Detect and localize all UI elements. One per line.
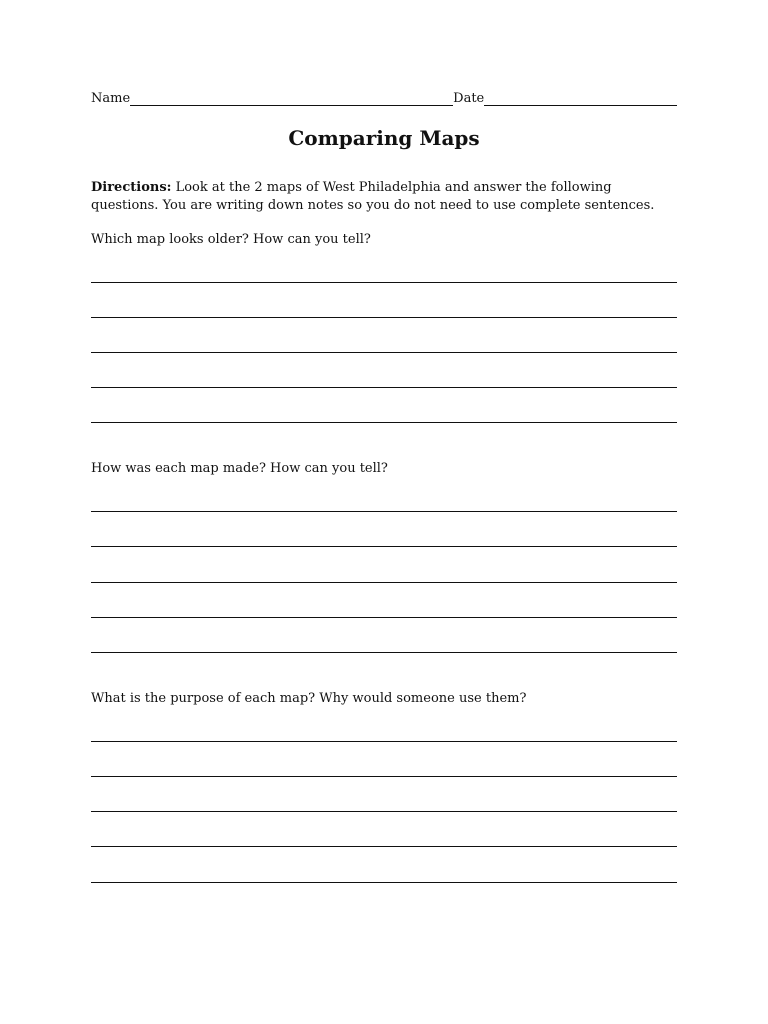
- page-title: Comparing Maps: [288, 126, 480, 150]
- date-field[interactable]: [484, 91, 677, 106]
- question-1: Which map looks older? How can you tell?: [91, 232, 371, 247]
- question-2: How was each map made? How can you tell?: [91, 461, 388, 476]
- answer-line[interactable]: [91, 617, 677, 618]
- answer-line[interactable]: [91, 546, 677, 547]
- date-label: Date: [453, 91, 485, 106]
- question-3: What is the purpose of each map? Why would someone use them?: [91, 691, 527, 706]
- answer-line[interactable]: [91, 511, 677, 512]
- answer-line[interactable]: [91, 317, 677, 318]
- name-field[interactable]: [130, 91, 453, 106]
- answer-line[interactable]: [91, 776, 677, 777]
- answer-line[interactable]: [91, 811, 677, 812]
- name-label: Name: [91, 91, 131, 106]
- answer-line[interactable]: [91, 741, 677, 742]
- answer-line[interactable]: [91, 387, 677, 388]
- answer-line[interactable]: [91, 582, 677, 583]
- answer-line[interactable]: [91, 282, 677, 283]
- answer-line[interactable]: [91, 882, 677, 883]
- directions-text: Look at the 2 maps of West Philadelphia and answer the following questions. You are writing down notes so you do not need to use complete sentences.: [91, 180, 655, 213]
- answer-line[interactable]: [91, 352, 677, 353]
- directions-lead: Directions:: [91, 180, 172, 195]
- answer-line[interactable]: [91, 846, 677, 847]
- name-date-row: [91, 91, 677, 106]
- directions: [91, 179, 681, 215]
- answer-line[interactable]: [91, 652, 677, 653]
- answer-line[interactable]: [91, 422, 677, 423]
